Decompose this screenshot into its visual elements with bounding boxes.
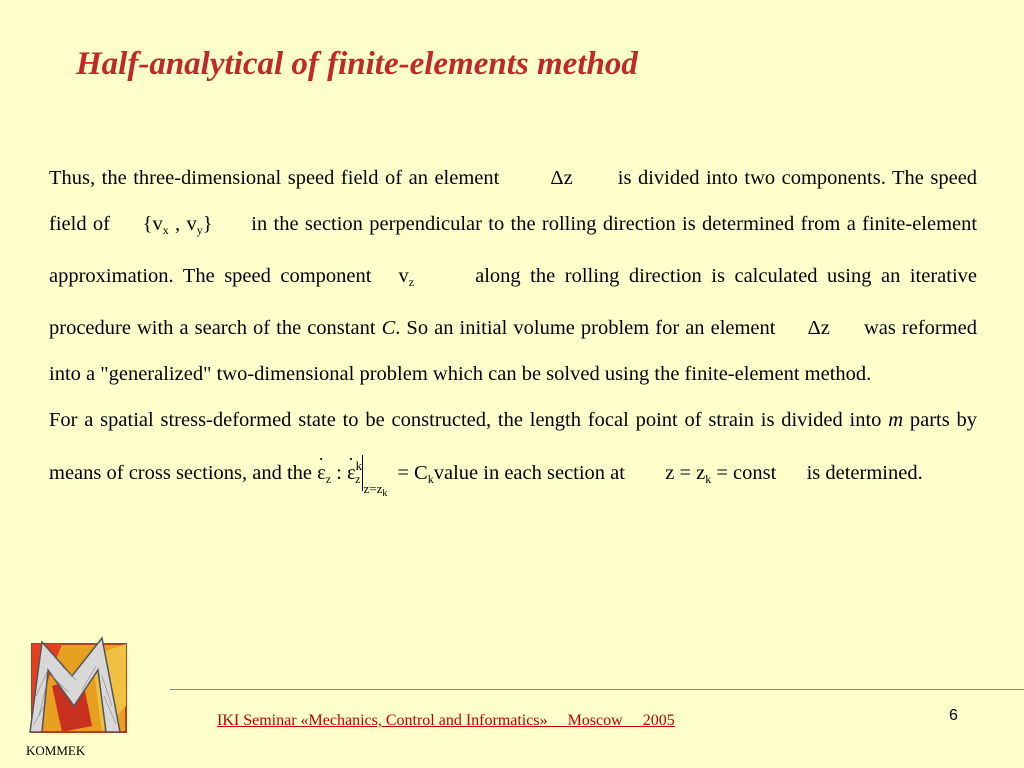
p2-sentence-1: For a spatial stress-deformed state to be constructed, the length focal point of strain is divided into <box>49 409 882 431</box>
logo-label: KOMMEK <box>26 743 86 758</box>
constant-c: C <box>381 317 396 339</box>
p2-sentence-3: parts by means of cross sections, and the <box>49 409 978 484</box>
p1-sentence-2: is divided into two components. The speed field of <box>49 167 978 235</box>
paragraph-1 <box>49 155 977 397</box>
footer-link[interactable]: IKI Seminar «Mechanics, Control and Informatics» Moscow 2005 <box>217 712 675 729</box>
p1-sentence-4: along the rolling direction is calculated using an iterative procedure with a search of the constant <box>49 265 978 339</box>
delta-z-formula: Δz <box>550 167 573 189</box>
p1-sentence-3: in the section perpendicular to the rolling direction is determined from a finite-element approximation. The speed component <box>49 213 978 287</box>
slide-title: Half-analytical of finite-elements method <box>76 46 638 82</box>
delta-z-formula-2: Δz <box>807 317 830 339</box>
p1-sentence-1: Thus, the three-dimensional speed field of an element <box>49 167 500 189</box>
page-number: 6 <box>949 707 958 724</box>
velocity-z-formula: $v_z$ <box>398 265 415 289</box>
body-text <box>49 155 977 517</box>
kommek-logo-icon <box>22 636 132 738</box>
strain-ratio-formula: · $\varepsilon_z$ : · $\varepsilon^k_{zz=zk}= C_k$ <box>317 462 434 484</box>
paragraph-2 <box>49 397 977 517</box>
p1-sentence-7: was reformed into a "generalized" two-dimensional problem which can be solved using the finite-element method. <box>49 317 978 385</box>
variable-m: m <box>888 409 904 431</box>
footer-divider <box>170 689 1024 690</box>
velocity-xy-formula: {$v_x$ , $v_y$} <box>142 213 213 237</box>
p2-sentence-5: is determined. <box>806 462 923 484</box>
section-condition-formula: $z = z_k$ = const <box>665 462 777 486</box>
p2-sentence-4: value in each section at <box>433 462 625 484</box>
p1-sentence-6: . So an initial volume problem for an element <box>395 317 776 339</box>
